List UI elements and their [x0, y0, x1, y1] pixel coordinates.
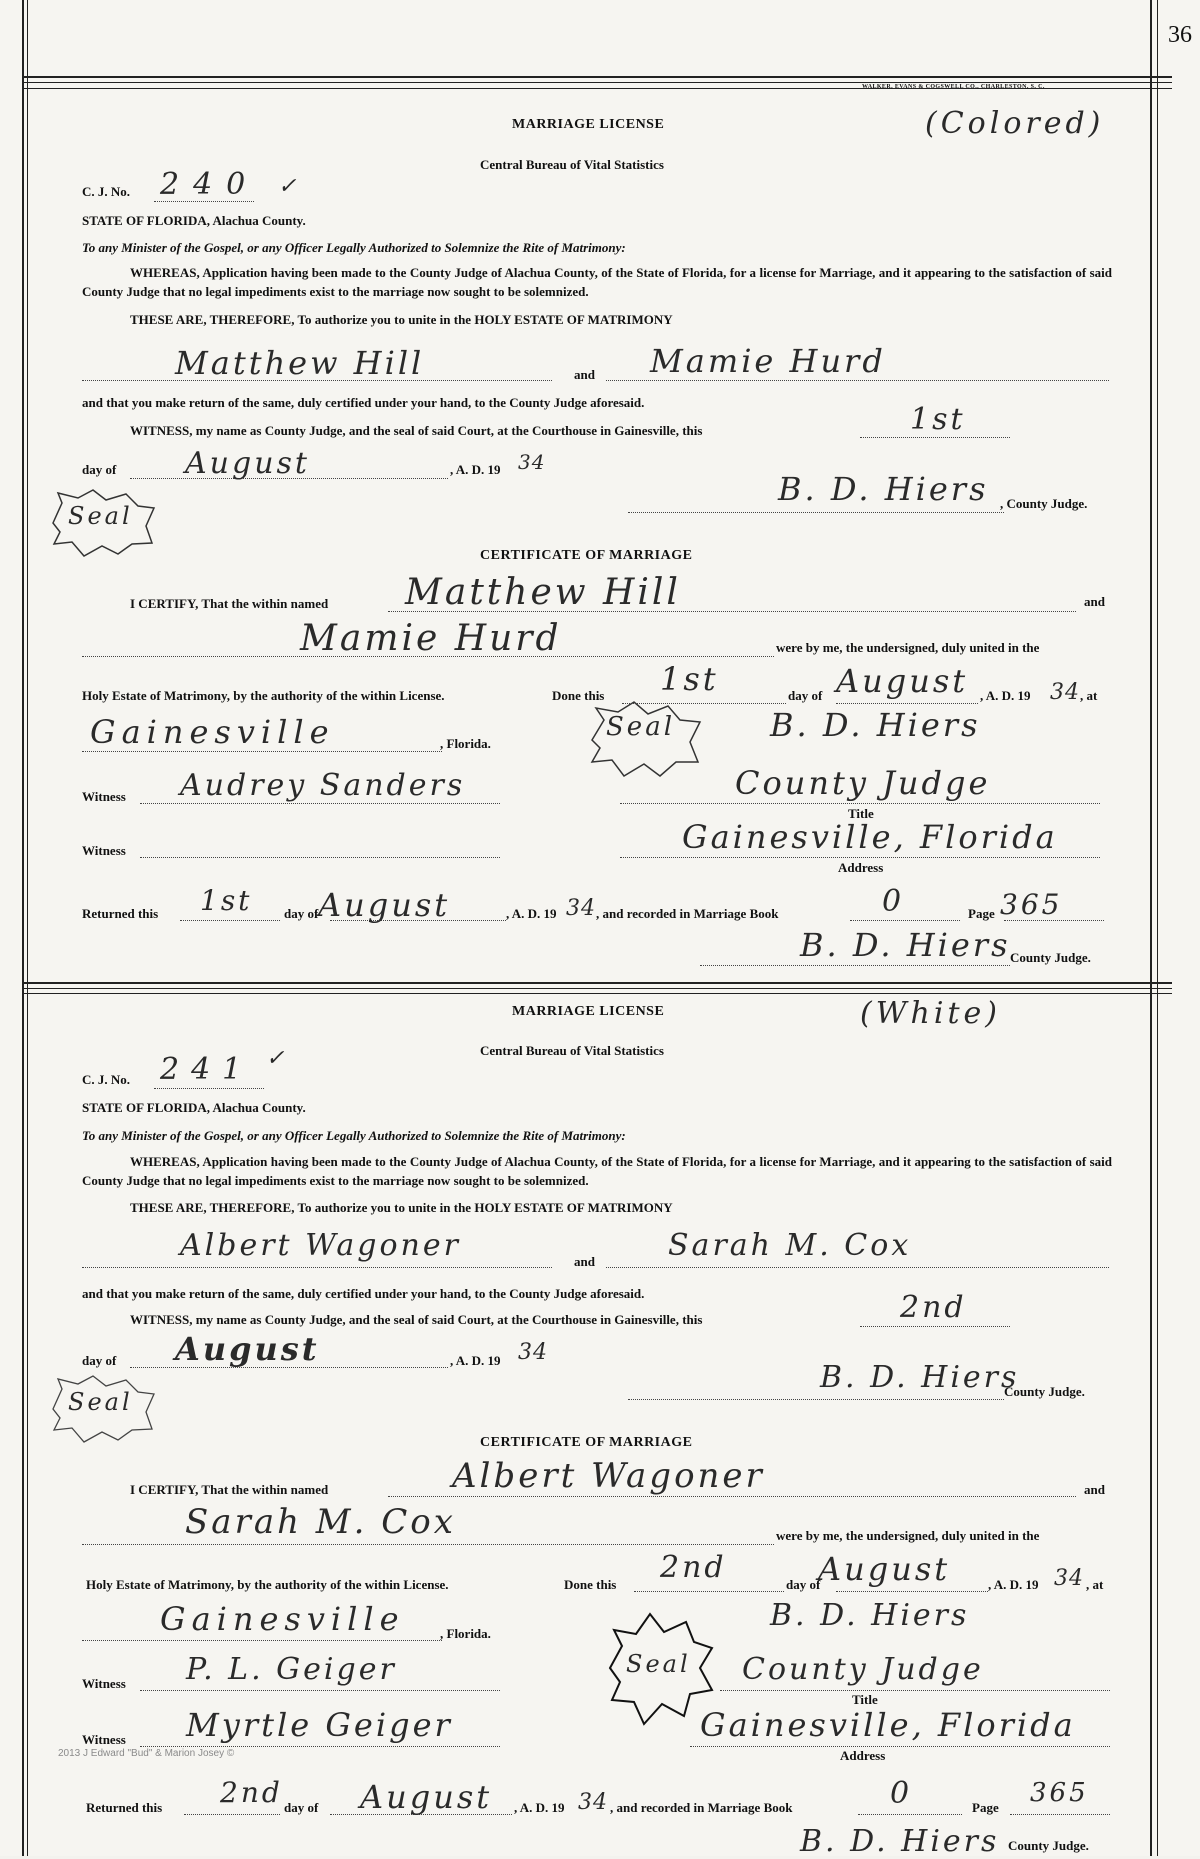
judge-signature-2: B. D. Hiers — [820, 1360, 1020, 1395]
marriage-book: 0 — [882, 884, 905, 919]
cert-month: August — [836, 662, 969, 700]
and-label-2: and — [574, 1254, 595, 1269]
address-line-2: To any Minister of the Gospel, or any Officer Legally Authorized to Solemnize the Rite of Matrimony: — [82, 1128, 626, 1143]
cj-label-2: C. J. No. — [82, 1072, 131, 1087]
witness-line: WITNESS, my name as County Judge, and the seal of said Court, at the Courthouse in Gainesville, this — [130, 423, 703, 438]
florida-label: , Florida. — [440, 736, 491, 751]
certificate-title: CERTIFICATE OF MARRIAGE — [480, 548, 693, 563]
officiant-address-line — [620, 857, 1100, 858]
at-label-2: , at — [1086, 1577, 1104, 1592]
top-rule — [22, 76, 1172, 78]
day-line-2 — [860, 1326, 1010, 1327]
book-page-2: 365 — [1030, 1778, 1089, 1808]
officiant-address: Gainesville, Florida — [682, 818, 1058, 856]
returned-day-of-label: day of — [284, 906, 319, 921]
cert-ad-label-2: , A. D. 19 — [988, 1577, 1039, 1592]
certificate-title-2: CERTIFICATE OF MARRIAGE — [480, 1435, 693, 1450]
license-day: 1st — [910, 402, 966, 437]
page-number: 36 — [1168, 22, 1192, 48]
cj-number: 240 — [160, 167, 260, 202]
cert-and-label-2: and — [1084, 1482, 1105, 1497]
cert-month-line-2 — [836, 1591, 988, 1592]
certify-label-2: I CERTIFY, That the within named — [130, 1482, 329, 1497]
cert-month-2: August — [818, 1550, 951, 1588]
cert-bride-line-2 — [82, 1544, 774, 1545]
returned-ad-label-2: , A. D. 19 — [514, 1800, 565, 1815]
at-label: , at — [1080, 688, 1098, 703]
return-county-judge-label-2: County Judge. — [1008, 1838, 1089, 1853]
license-month: August — [185, 446, 310, 481]
witness1-label: Witness — [82, 789, 126, 804]
place-line — [82, 751, 442, 752]
license-year: 34 — [518, 450, 546, 474]
address-label-2: Address — [840, 1748, 886, 1763]
returned-day-2: 2nd — [220, 1776, 283, 1809]
race-annotation: (Colored) — [925, 106, 1105, 141]
address-line: To any Minister of the Gospel, or any Officer Legally Authorized to Solemnize the Rite of Matrimony: — [82, 240, 626, 255]
cj-number-2: 241 — [160, 1052, 254, 1087]
bride-line — [606, 380, 1109, 381]
witness-line-2: WITNESS, my name as County Judge, and the seal of said Court, at the Courthouse in Gainesville, this — [130, 1312, 703, 1327]
witness1-name-2: P. L. Geiger — [186, 1652, 397, 1687]
witness1-line — [140, 803, 500, 804]
license-year-2: 34 — [518, 1340, 548, 1365]
done-this-label-2: Done this — [564, 1577, 617, 1592]
cert-seal-label-2: Seal — [626, 1650, 691, 1678]
license-day-2: 2nd — [900, 1290, 967, 1325]
marriage-book-2: 0 — [890, 1776, 913, 1811]
judge-signature-line — [628, 512, 1004, 513]
copyright-watermark: 2013 J Edward "Bud" & Marion Josey © — [58, 1748, 235, 1759]
check-mark-icon-2: ✓ — [266, 1046, 288, 1071]
whereas-paragraph-2: WHEREAS, Application having been made to the County Judge of Alachua County, of the State of Florida, for a license for Marriage, and it appearing to the satisfaction of said County Judge that no legal impediments exist to the marriage now sought to be solemnized. — [82, 1154, 1112, 1188]
bureau-name-2: Central Bureau of Vital Statistics — [480, 1043, 664, 1058]
recorded-label: , and recorded in Marriage Book — [596, 906, 779, 921]
returned-label: Returned this — [82, 906, 159, 921]
record-separator-3 — [22, 993, 1172, 994]
these-are-line-2: THESE ARE, THEREFORE, To authorize you to unite in the HOLY ESTATE OF MATRIMONY — [130, 1200, 673, 1215]
done-day-2: 2nd — [660, 1550, 727, 1585]
united-label-2: were by me, the undersigned, duly united in the — [776, 1528, 1040, 1543]
cert-year-2: 34 — [1054, 1566, 1084, 1591]
ad-label: , A. D. 19 — [450, 462, 501, 477]
cj-number-line-2 — [154, 1088, 264, 1089]
check-mark-icon: ✓ — [278, 174, 300, 199]
return-county-judge-label: County Judge. — [1010, 950, 1091, 965]
returned-month: August — [318, 886, 451, 924]
holy-estate-label: Holy Estate of Matrimony, by the authority of the within License. — [82, 688, 445, 703]
officiant-title-2: County Judge — [742, 1652, 984, 1687]
done-day-line-2 — [634, 1591, 784, 1592]
returned-month-2: August — [360, 1778, 493, 1816]
cert-seal-label: Seal — [606, 712, 676, 742]
cert-bride-name-2: Sarah M. Cox — [185, 1502, 456, 1542]
witness1-label-2: Witness — [82, 1676, 126, 1691]
left-margin-line — [22, 0, 24, 1856]
officiant-signature-2: B. D. Hiers — [770, 1598, 970, 1633]
officiant-address-line-2 — [690, 1746, 1110, 1747]
done-this-label: Done this — [552, 688, 605, 703]
returned-day-of-label-2: day of — [284, 1800, 319, 1815]
state-line-2: STATE OF FLORIDA, Alachua County. — [82, 1100, 306, 1115]
judge-signature-line-2 — [628, 1399, 1004, 1400]
groom-name-2: Albert Wagoner — [180, 1228, 461, 1263]
bride-line-2 — [606, 1267, 1109, 1268]
license-title: MARRIAGE LICENSE — [512, 117, 665, 132]
returned-day-line-2 — [184, 1814, 280, 1815]
return-line: and that you make return of the same, duly certified under your hand, to the County Judge aforesaid. — [82, 395, 645, 410]
seal-label-2: Seal — [68, 1388, 133, 1416]
witness2-name-2: Myrtle Geiger — [186, 1706, 453, 1744]
officiant-title-line — [620, 803, 1100, 804]
state-line: STATE OF FLORIDA, Alachua County. — [82, 213, 306, 228]
seal-label: Seal — [68, 502, 133, 530]
race-annotation-2: (White) — [860, 996, 1001, 1031]
bride-name-2: Sarah M. Cox — [668, 1228, 912, 1263]
judge-signature: B. D. Hiers — [778, 470, 989, 508]
return-line-2: and that you make return of the same, duly certified under your hand, to the County Judge aforesaid. — [82, 1286, 645, 1301]
day-of-label-2: day of — [82, 1353, 117, 1368]
and-label: and — [574, 367, 595, 382]
return-signature-line — [700, 965, 1010, 966]
record-separator — [22, 982, 1172, 984]
cert-groom-name-2: Albert Wagoner — [452, 1456, 765, 1496]
cert-groom-line-2 — [388, 1496, 1076, 1497]
county-judge-label-2: County Judge. — [1004, 1384, 1085, 1399]
day-of-label: day of — [82, 462, 117, 477]
cert-seal-stamp — [586, 700, 706, 785]
united-label: were by me, the undersigned, duly united in the — [776, 640, 1040, 655]
done-day: 1st — [660, 660, 719, 698]
recorded-label-2: , and recorded in Marriage Book — [610, 1800, 793, 1815]
cert-day-of-label-2: day of — [786, 1577, 821, 1592]
seal-stamp — [48, 488, 158, 563]
left-margin-line-inner — [27, 0, 28, 1856]
cert-day-of-label: day of — [788, 688, 823, 703]
returned-label-2: Returned this — [86, 1800, 163, 1815]
returned-day-line — [180, 920, 280, 921]
license-month-2: August — [175, 1330, 320, 1368]
groom-line-2 — [82, 1267, 552, 1268]
witness1-name: Audrey Sanders — [180, 768, 466, 803]
certify-label: I CERTIFY, That the within named — [130, 596, 329, 611]
marriage-place: Gainesville — [90, 713, 335, 751]
bride-name: Mamie Hurd — [650, 342, 886, 380]
officiant-signature: B. D. Hiers — [770, 706, 981, 744]
book-page: 365 — [1000, 888, 1063, 921]
county-judge-label: , County Judge. — [1000, 496, 1088, 511]
cert-month-line — [836, 703, 978, 704]
returned-year: 34 — [566, 896, 596, 921]
cert-and-label: and — [1084, 594, 1105, 609]
florida-label-2: , Florida. — [440, 1626, 491, 1641]
record-separator-2 — [22, 988, 1172, 989]
cj-label: C. J. No. — [82, 184, 131, 199]
page-label-2: Page — [972, 1800, 999, 1815]
returned-day: 1st — [200, 884, 253, 917]
place-line-2 — [82, 1640, 442, 1641]
witness1-line-2 — [140, 1690, 500, 1691]
printer-imprint: WALKER, EVANS & COGSWELL CO., CHARLESTON, S. C. — [862, 84, 1045, 90]
officiant-title-line-2 — [720, 1690, 1110, 1691]
page-line-2 — [1010, 1814, 1110, 1815]
page-label: Page — [968, 906, 995, 921]
these-are-line: THESE ARE, THEREFORE, To authorize you to unite in the HOLY ESTATE OF MATRIMONY — [130, 312, 673, 327]
officiant-title: County Judge — [735, 764, 991, 802]
return-signature: B. D. Hiers — [800, 926, 1011, 964]
cert-year: 34 — [1050, 680, 1080, 705]
seal-stamp-2 — [48, 1374, 158, 1449]
day-line — [860, 437, 1010, 438]
holy-estate-label-2: Holy Estate of Matrimony, by the authority of the within License. — [86, 1577, 449, 1592]
witness2-line — [140, 857, 500, 858]
witness2-label-2: Witness — [82, 1732, 126, 1747]
book-line-2 — [858, 1814, 962, 1815]
right-margin-line-inner — [1157, 0, 1158, 1856]
cert-bride-name: Mamie Hurd — [300, 618, 562, 659]
groom-name: Matthew Hill — [175, 344, 425, 382]
cert-groom-name: Matthew Hill — [405, 572, 681, 613]
bureau-name: Central Bureau of Vital Statistics — [480, 157, 664, 172]
address-label: Address — [838, 860, 884, 875]
marriage-place-2: Gainesville — [160, 1600, 405, 1638]
whereas-paragraph: WHEREAS, Application having been made to the County Judge of Alachua County, of the State of Florida, for a license for Marriage, and it appearing to the satisfaction of said County Judge that no legal impediments exist to the marriage now sought to be solemnized. — [82, 265, 1112, 299]
title-label-2: Title — [852, 1692, 878, 1707]
witness2-line-2 — [140, 1746, 500, 1747]
top-rule-2 — [22, 82, 1172, 83]
ad-label-2: , A. D. 19 — [450, 1353, 501, 1368]
book-line — [850, 920, 960, 921]
cert-ad-label: , A. D. 19 — [980, 688, 1031, 703]
officiant-address-2: Gainesville, Florida — [700, 1706, 1076, 1744]
right-margin-line — [1150, 0, 1152, 1856]
title-label: Title — [848, 806, 874, 821]
returned-year-2: 34 — [578, 1790, 608, 1815]
license-title-2: MARRIAGE LICENSE — [512, 1004, 665, 1019]
returned-ad-label: , A. D. 19 — [506, 906, 557, 921]
witness2-label: Witness — [82, 843, 126, 858]
cert-seal-stamp-2 — [600, 1608, 716, 1733]
return-signature-2: B. D. Hiers — [800, 1824, 1000, 1859]
